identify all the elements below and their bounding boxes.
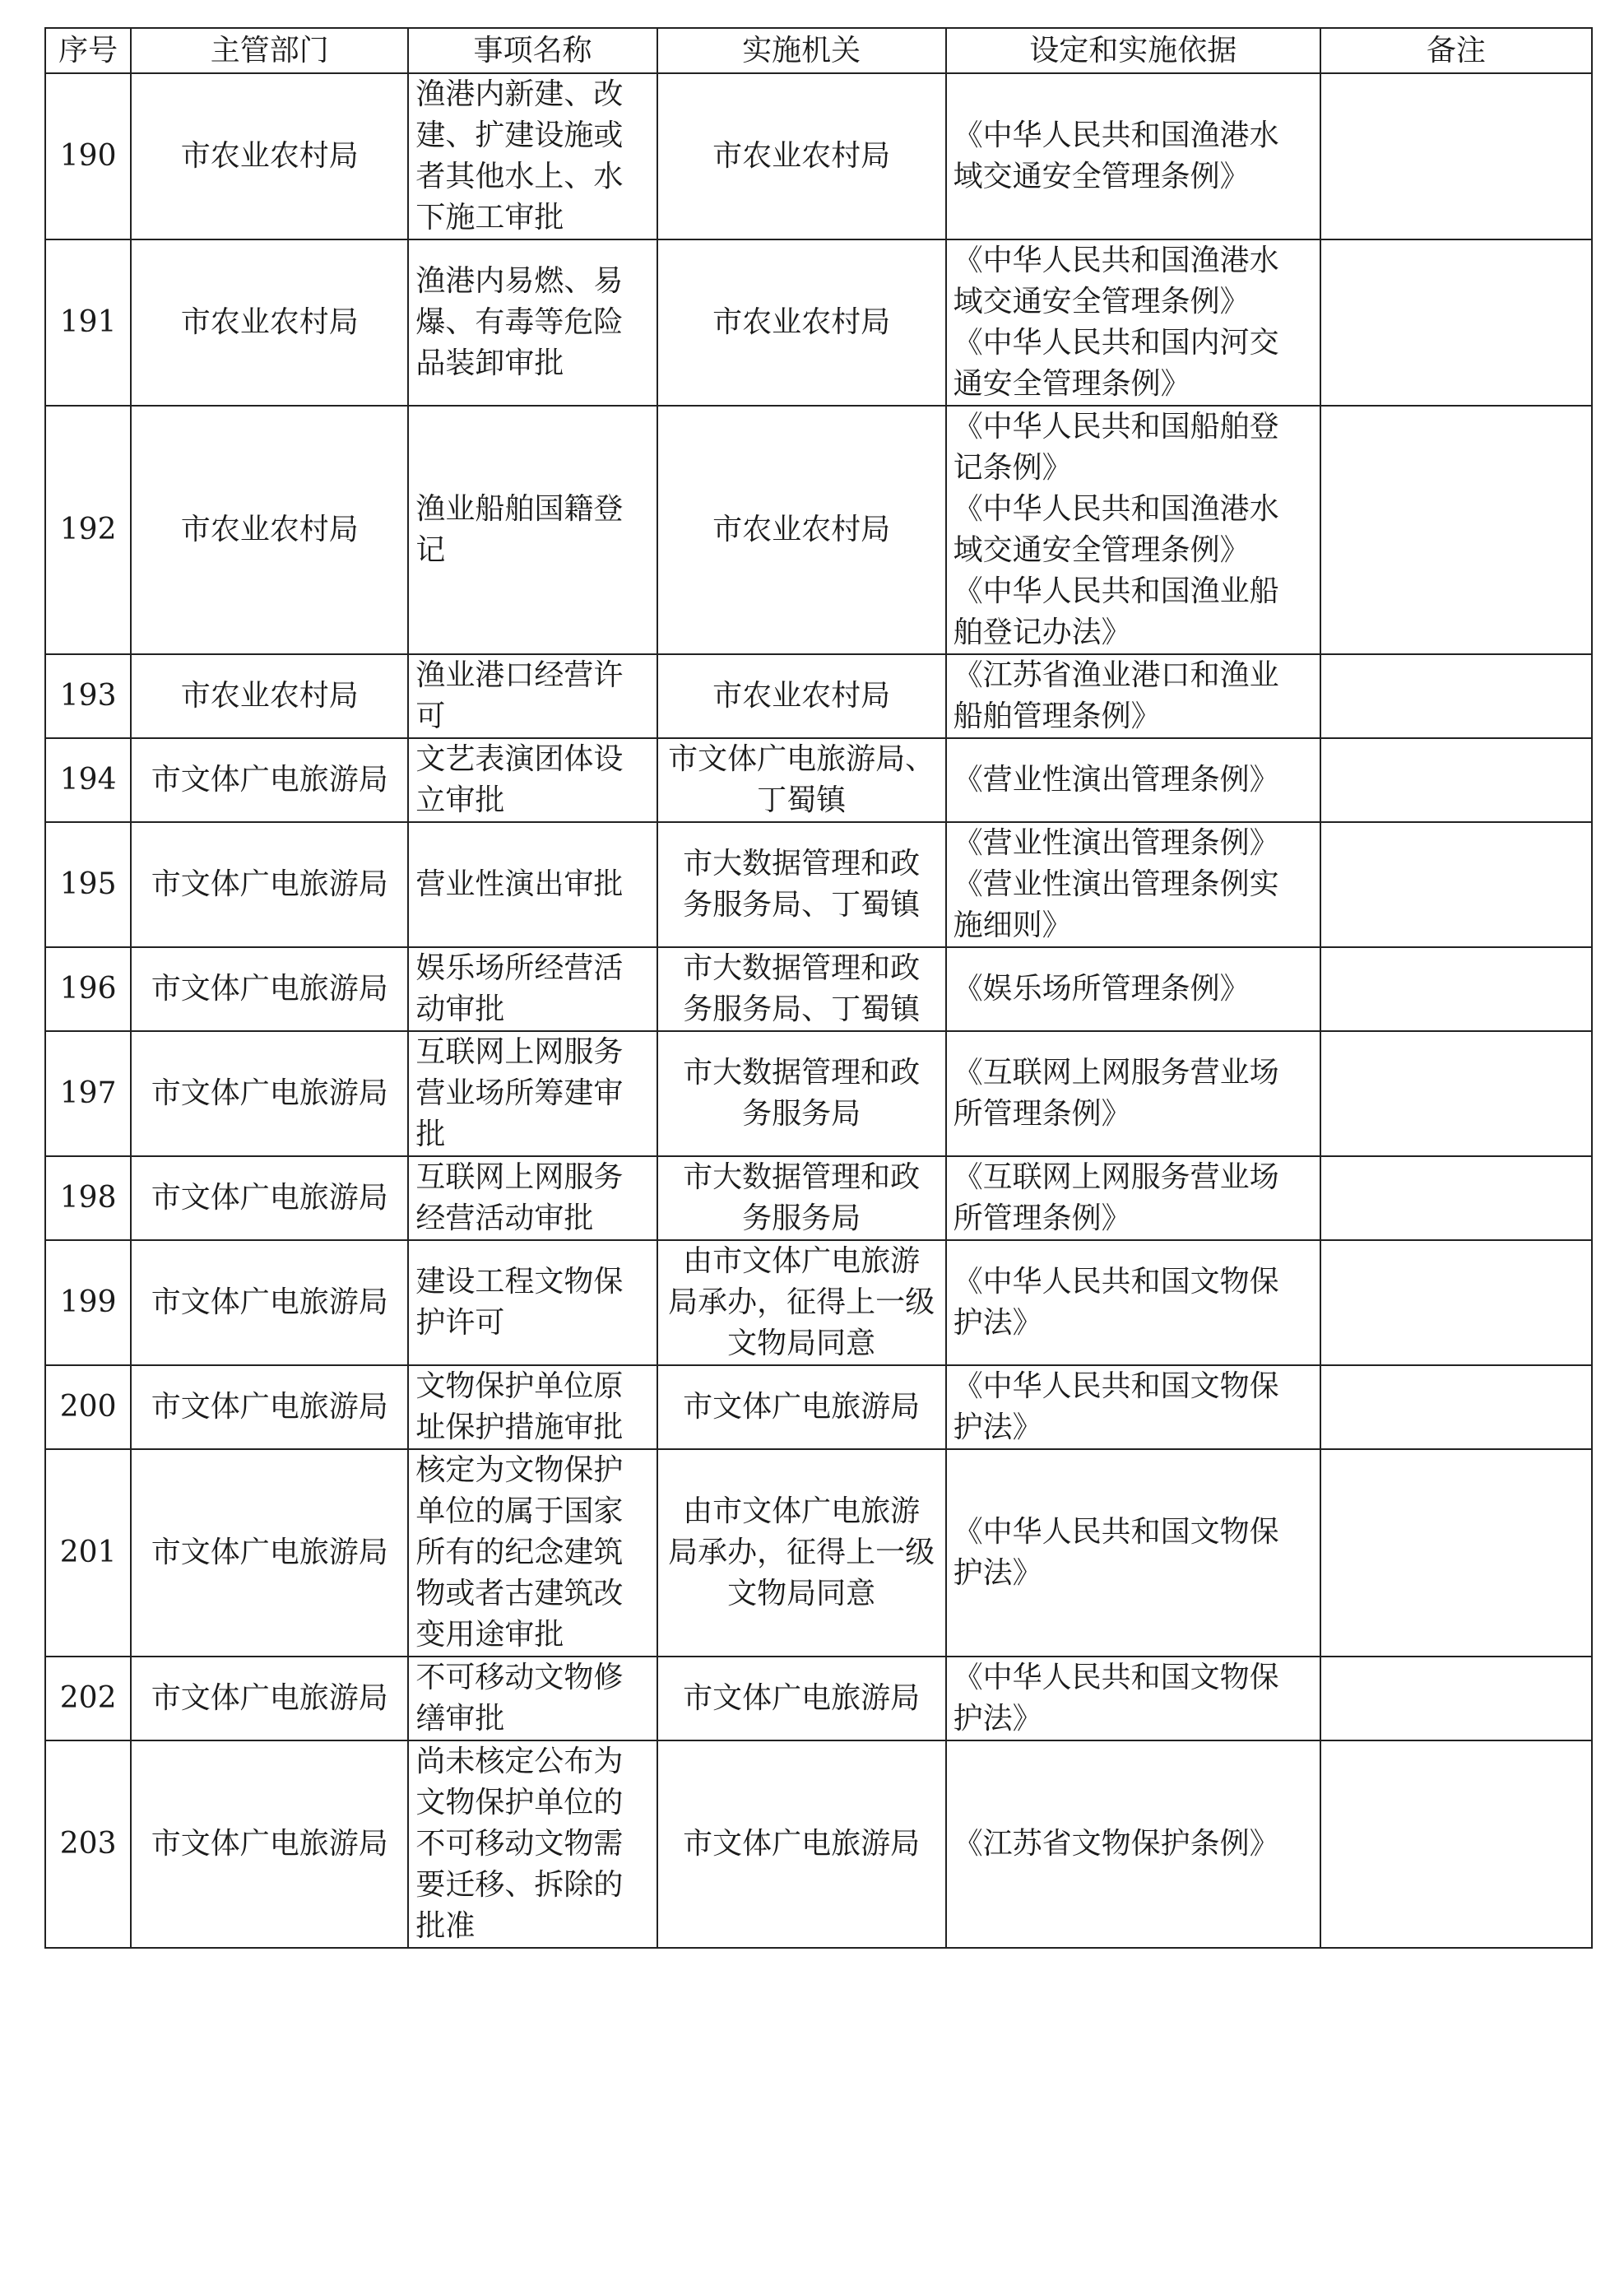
- cell-line: 市大数据管理和政: [683, 1160, 921, 1194]
- cell-line: 护法》: [953, 1410, 1042, 1444]
- cell-line: 市文体广电旅游局、: [668, 742, 935, 776]
- cell-line: 市文体广电旅游局: [683, 1390, 921, 1424]
- cell-line: 务服务局、丁蜀镇: [683, 992, 921, 1026]
- item-name-cell: [408, 1156, 657, 1240]
- cell-line: 市文体广电旅游局: [683, 1681, 921, 1715]
- cell-line: 丁蜀镇: [757, 783, 847, 817]
- header-no: 序号: [45, 28, 131, 73]
- legal-basis-cell: [946, 239, 1320, 406]
- cell-line: 《江苏省渔业港口和渔业: [953, 658, 1279, 692]
- cell-line: 《营业性演出管理条例实: [953, 867, 1279, 901]
- cell-line: 《营业性演出管理条例》: [953, 826, 1279, 860]
- cell-line: 动审批: [415, 992, 505, 1026]
- cell-line: 物或者古建筑改: [415, 1577, 624, 1610]
- note-cell: [1320, 1031, 1592, 1156]
- cell-line: 市农业农村局: [712, 139, 891, 173]
- cell-line: 务服务局: [742, 1201, 861, 1235]
- cell-line: 单位的属于国家: [415, 1494, 624, 1528]
- note-cell: [1320, 239, 1592, 406]
- table-row: [45, 1031, 1592, 1156]
- cell-line: 《中华人民共和国船舶登: [953, 410, 1279, 444]
- note-cell: [1320, 1240, 1592, 1365]
- item-name-cell: [408, 654, 657, 738]
- header-dept: 主管部门: [131, 28, 408, 73]
- cell-line: 不可移动文物需: [415, 1827, 624, 1861]
- row-number: 196: [45, 947, 131, 1031]
- row-number: 203: [45, 1740, 131, 1948]
- row-number: 202: [45, 1657, 131, 1740]
- row-number: 201: [45, 1449, 131, 1657]
- legal-basis-cell: [946, 654, 1320, 738]
- cell-line: 文艺表演团体设: [415, 742, 624, 776]
- legal-basis-cell: [946, 1240, 1320, 1365]
- table-row: [45, 73, 1592, 239]
- department-cell: 市文体广电旅游局: [131, 1240, 408, 1365]
- implementing-agency-cell: [657, 1031, 946, 1156]
- note-cell: [1320, 1740, 1592, 1948]
- cell-line: 所有的纪念建筑: [415, 1536, 624, 1569]
- table-row: [45, 1449, 1592, 1657]
- cell-line: 渔业港口经营许: [415, 658, 624, 692]
- legal-basis-cell: [946, 1156, 1320, 1240]
- department-cell: 市农业农村局: [131, 406, 408, 654]
- item-name-cell: [408, 1740, 657, 1948]
- row-number: 194: [45, 738, 131, 822]
- cell-line: 舶登记办法》: [953, 616, 1131, 649]
- row-number: 197: [45, 1031, 131, 1156]
- item-name-cell: [408, 1449, 657, 1657]
- cell-line: 局承办，征得上一级: [668, 1536, 935, 1569]
- cell-line: 核定为文物保护: [415, 1453, 624, 1487]
- note-cell: [1320, 947, 1592, 1031]
- table-row: [45, 239, 1592, 406]
- table-row: [45, 947, 1592, 1031]
- department-cell: 市文体广电旅游局: [131, 1449, 408, 1657]
- cell-line: 渔港内易燃、易: [415, 264, 624, 298]
- table-row: [45, 654, 1592, 738]
- row-number: 191: [45, 239, 131, 406]
- item-name-cell: [408, 1031, 657, 1156]
- legal-basis-cell: [946, 738, 1320, 822]
- cell-line: 互联网上网服务: [415, 1035, 624, 1069]
- cell-line: 品装卸审批: [415, 346, 564, 380]
- cell-line: 者其他水上、水: [415, 160, 624, 193]
- header-item: 事项名称: [408, 28, 657, 73]
- cell-line: 务服务局: [742, 1097, 861, 1131]
- cell-line: 域交通安全管理条例》: [953, 160, 1250, 193]
- cell-line: 《互联网上网服务营业场: [953, 1056, 1279, 1090]
- implementing-agency-cell: [657, 1657, 946, 1740]
- cell-line: 营业性演出审批: [415, 867, 624, 901]
- department-cell: 市文体广电旅游局: [131, 1365, 408, 1449]
- cell-line: 市农业农村局: [712, 305, 891, 339]
- item-name-cell: [408, 1657, 657, 1740]
- row-number: 198: [45, 1156, 131, 1240]
- table-row: [45, 1156, 1592, 1240]
- header-org: 实施机关: [657, 28, 946, 73]
- department-cell: 市农业农村局: [131, 73, 408, 239]
- cell-line: 域交通安全管理条例》: [953, 285, 1250, 318]
- note-cell: [1320, 1156, 1592, 1240]
- cell-line: 缮审批: [415, 1702, 505, 1736]
- cell-line: 务服务局、丁蜀镇: [683, 888, 921, 922]
- implementing-agency-cell: [657, 738, 946, 822]
- item-name-cell: [408, 947, 657, 1031]
- cell-line: 域交通安全管理条例》: [953, 533, 1250, 567]
- cell-line: 要迁移、拆除的: [415, 1868, 624, 1902]
- department-cell: 市文体广电旅游局: [131, 1740, 408, 1948]
- note-cell: [1320, 822, 1592, 947]
- legal-basis-cell: [946, 1740, 1320, 1948]
- cell-line: 所管理条例》: [953, 1097, 1131, 1131]
- cell-line: 由市文体广电旅游: [683, 1494, 921, 1528]
- note-cell: [1320, 654, 1592, 738]
- cell-line: 《中华人民共和国渔港水: [953, 492, 1279, 526]
- item-name-cell: [408, 239, 657, 406]
- implementing-agency-cell: [657, 1449, 946, 1657]
- implementing-agency-cell: [657, 1365, 946, 1449]
- note-cell: [1320, 406, 1592, 654]
- cell-line: 立审批: [415, 783, 505, 817]
- item-name-cell: [408, 738, 657, 822]
- cell-line: 可: [415, 699, 446, 733]
- table-row: [45, 1240, 1592, 1365]
- cell-line: 址保护措施审批: [415, 1410, 624, 1444]
- table-row: [45, 406, 1592, 654]
- legal-basis-cell: [946, 1365, 1320, 1449]
- cell-line: 《中华人民共和国渔港水: [953, 118, 1279, 152]
- cell-line: 不可移动文物修: [415, 1661, 624, 1694]
- row-number: 193: [45, 654, 131, 738]
- item-name-cell: [408, 406, 657, 654]
- cell-line: 文物局同意: [727, 1327, 876, 1360]
- cell-line: 《中华人民共和国文物保: [953, 1265, 1279, 1299]
- cell-line: 市农业农村局: [712, 679, 891, 713]
- cell-line: 建设工程文物保: [415, 1265, 624, 1299]
- cell-line: 市大数据管理和政: [683, 951, 921, 985]
- department-cell: 市文体广电旅游局: [131, 1031, 408, 1156]
- table-row: [45, 1365, 1592, 1449]
- legal-basis-cell: [946, 1657, 1320, 1740]
- cell-line: 护法》: [953, 1306, 1042, 1340]
- cell-line: 《中华人民共和国文物保: [953, 1515, 1279, 1549]
- cell-line: 记条例》: [953, 451, 1072, 485]
- item-name-cell: [408, 1240, 657, 1365]
- cell-line: 《互联网上网服务营业场: [953, 1160, 1279, 1194]
- cell-line: 船舶管理条例》: [953, 699, 1161, 733]
- implementing-agency-cell: [657, 239, 946, 406]
- department-cell: 市文体广电旅游局: [131, 822, 408, 947]
- implementing-agency-cell: [657, 1240, 946, 1365]
- table-row: [45, 1657, 1592, 1740]
- cell-line: 互联网上网服务: [415, 1160, 624, 1194]
- cell-line: 市文体广电旅游局: [683, 1827, 921, 1861]
- cell-line: 文物保护单位原: [415, 1369, 624, 1403]
- department-cell: 市文体广电旅游局: [131, 947, 408, 1031]
- department-cell: 市农业农村局: [131, 654, 408, 738]
- cell-line: 由市文体广电旅游: [683, 1244, 921, 1278]
- row-number: 190: [45, 73, 131, 239]
- cell-line: 市大数据管理和政: [683, 1056, 921, 1090]
- cell-line: 爆、有毒等危险: [415, 305, 624, 339]
- cell-line: 文物局同意: [727, 1577, 876, 1610]
- cell-line: 文物保护单位的: [415, 1786, 624, 1819]
- table-row: [45, 822, 1592, 947]
- department-cell: 市文体广电旅游局: [131, 738, 408, 822]
- cell-line: 《娱乐场所管理条例》: [953, 972, 1250, 1006]
- cell-line: 娱乐场所经营活: [415, 951, 624, 985]
- note-cell: [1320, 1365, 1592, 1449]
- item-name-cell: [408, 1365, 657, 1449]
- legal-basis-cell: [946, 406, 1320, 654]
- cell-line: 市大数据管理和政: [683, 847, 921, 881]
- implementing-agency-cell: [657, 947, 946, 1031]
- cell-line: 《中华人民共和国渔港水: [953, 244, 1279, 277]
- cell-line: 记: [415, 533, 446, 567]
- implementing-agency-cell: [657, 654, 946, 738]
- department-cell: 市文体广电旅游局: [131, 1156, 408, 1240]
- cell-line: 营业场所筹建审: [415, 1076, 624, 1110]
- cell-line: 《中华人民共和国文物保: [953, 1661, 1279, 1694]
- note-cell: [1320, 1657, 1592, 1740]
- department-cell: 市农业农村局: [131, 239, 408, 406]
- item-name-cell: [408, 73, 657, 239]
- table-header-row: [45, 28, 1592, 73]
- department-cell: 市文体广电旅游局: [131, 1657, 408, 1740]
- cell-line: 《中华人民共和国文物保: [953, 1369, 1279, 1403]
- implementing-agency-cell: [657, 1740, 946, 1948]
- note-cell: [1320, 1449, 1592, 1657]
- cell-line: 渔业船舶国籍登: [415, 492, 624, 526]
- implementing-agency-cell: [657, 822, 946, 947]
- note-cell: [1320, 738, 1592, 822]
- legal-basis-cell: [946, 1031, 1320, 1156]
- cell-line: 《中华人民共和国内河交: [953, 326, 1279, 360]
- header-basis: 设定和实施依据: [946, 28, 1320, 73]
- legal-basis-cell: [946, 822, 1320, 947]
- legal-basis-cell: [946, 1449, 1320, 1657]
- cell-line: 变用途审批: [415, 1618, 564, 1652]
- cell-line: 下施工审批: [415, 201, 564, 235]
- cell-line: 经营活动审批: [415, 1201, 594, 1235]
- cell-line: 批准: [415, 1909, 476, 1943]
- cell-line: 《营业性演出管理条例》: [953, 763, 1279, 797]
- cell-line: 施细则》: [953, 908, 1072, 942]
- table-row: [45, 738, 1592, 822]
- cell-line: 护法》: [953, 1556, 1042, 1590]
- cell-line: 渔港内新建、改: [415, 77, 624, 111]
- cell-line: 建、扩建设施或: [415, 118, 624, 152]
- approval-items-table: [44, 27, 1593, 1949]
- cell-line: 通安全管理条例》: [953, 367, 1190, 401]
- legal-basis-cell: [946, 73, 1320, 239]
- item-name-cell: [408, 822, 657, 947]
- cell-line: 护许可: [415, 1306, 505, 1340]
- implementing-agency-cell: [657, 1156, 946, 1240]
- row-number: 195: [45, 822, 131, 947]
- implementing-agency-cell: [657, 73, 946, 239]
- row-number: 200: [45, 1365, 131, 1449]
- cell-line: 市农业农村局: [712, 513, 891, 546]
- cell-line: 护法》: [953, 1702, 1042, 1736]
- row-number: 199: [45, 1240, 131, 1365]
- cell-line: 尚未核定公布为: [415, 1745, 624, 1778]
- cell-line: 《江苏省文物保护条例》: [953, 1827, 1279, 1861]
- cell-line: 批: [415, 1118, 446, 1151]
- header-note: 备注: [1320, 28, 1592, 73]
- note-cell: [1320, 73, 1592, 239]
- cell-line: 所管理条例》: [953, 1201, 1131, 1235]
- row-number: 192: [45, 406, 131, 654]
- table-row: [45, 1740, 1592, 1948]
- cell-line: 局承办，征得上一级: [668, 1285, 935, 1319]
- cell-line: 《中华人民共和国渔业船: [953, 574, 1279, 608]
- table-body: [45, 73, 1592, 1948]
- legal-basis-cell: [946, 947, 1320, 1031]
- implementing-agency-cell: [657, 406, 946, 654]
